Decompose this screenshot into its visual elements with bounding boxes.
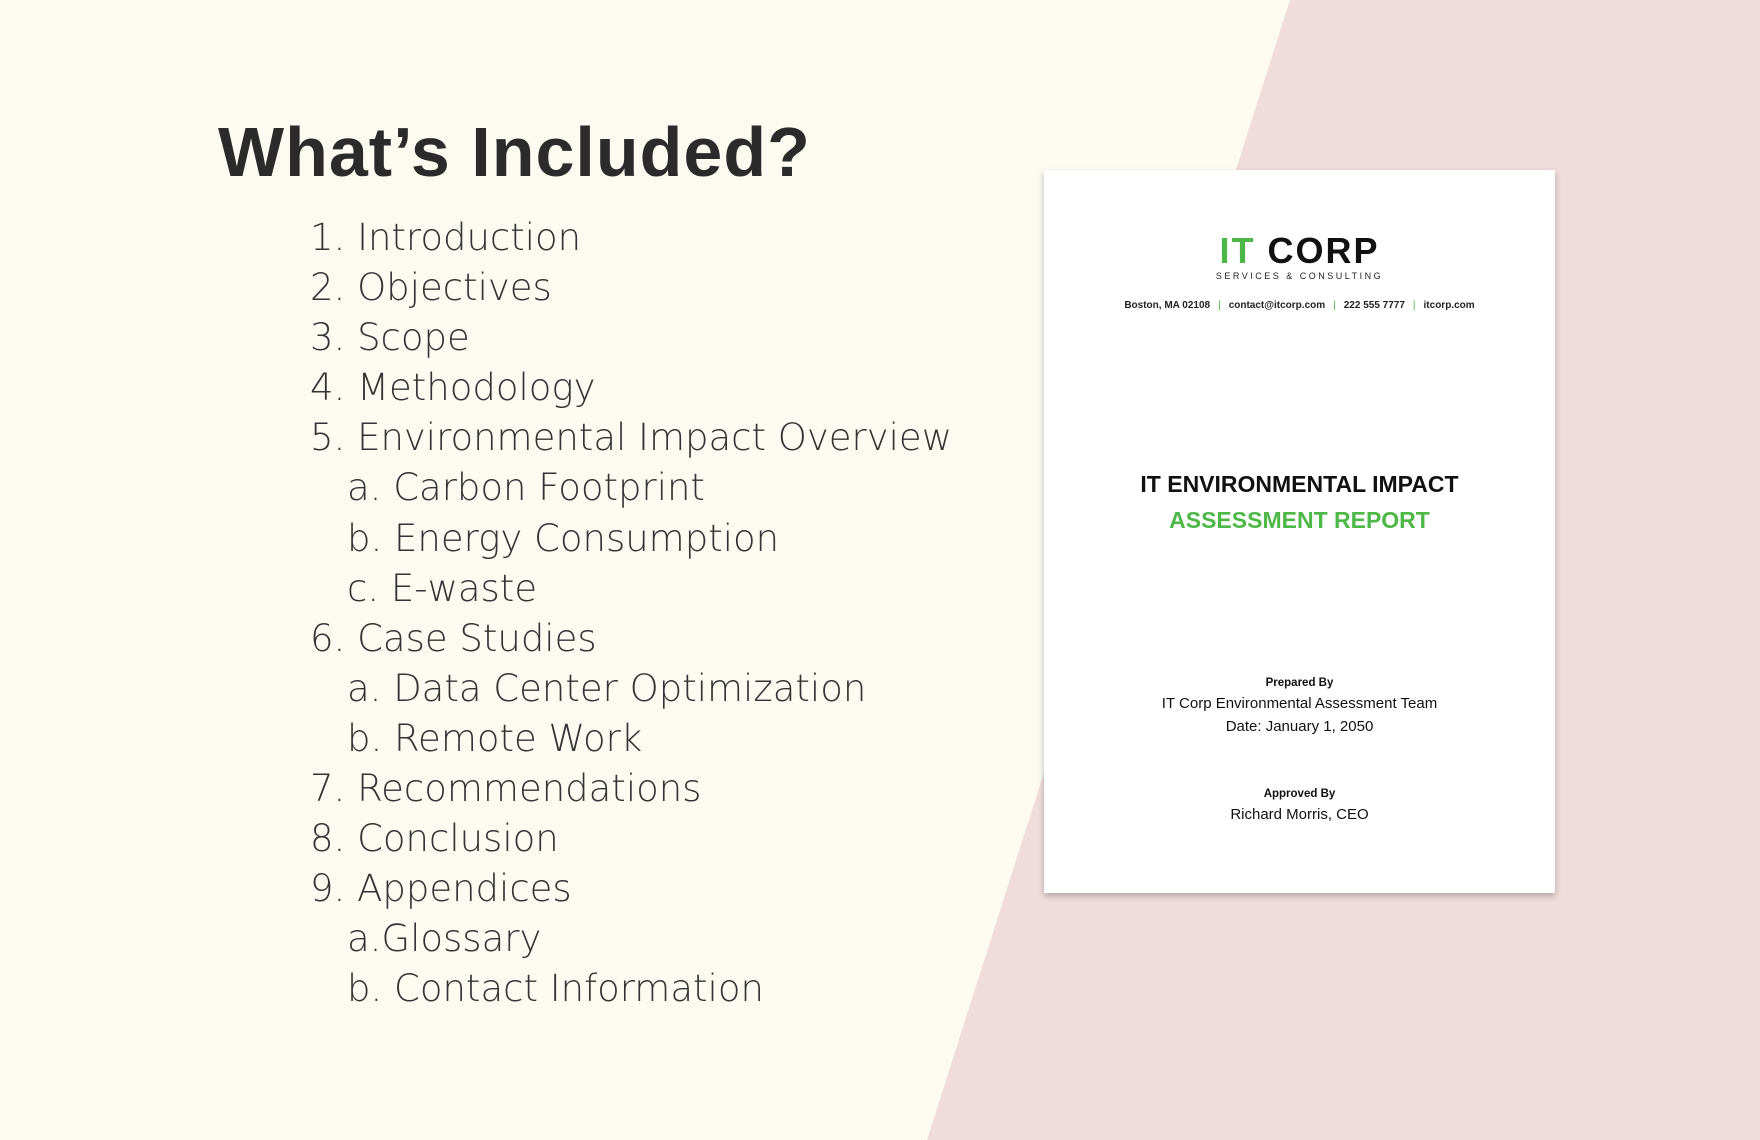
website: itcorp.com xyxy=(1423,300,1475,311)
logo-corp: CORP xyxy=(1267,230,1380,271)
toc-item: 2. Objectives xyxy=(310,266,552,310)
report-cover-preview xyxy=(1044,170,1555,893)
toc-item: c. E-waste xyxy=(347,566,538,610)
toc-item: 6. Case Studies xyxy=(310,616,597,660)
logo-tagline: SERVICES & CONSULTING xyxy=(1215,271,1384,281)
prepared-section xyxy=(1044,674,1555,738)
report-title-line1: IT ENVIRONMENTAL IMPACT xyxy=(1140,471,1459,497)
toc-item: 5. Environmental Impact Overview xyxy=(310,416,952,460)
toc-item: 8. Conclusion xyxy=(310,817,559,861)
email: contact@itcorp.com xyxy=(1228,300,1326,311)
toc-item: 9. Appendices xyxy=(310,867,572,911)
toc-item: 1. Introduction xyxy=(310,216,582,259)
phone: 222 555 7777 xyxy=(1343,300,1405,311)
logo-it: IT xyxy=(1219,230,1256,271)
itcorp-logo xyxy=(1044,230,1555,281)
prepared-by: IT Corp Environmental Assessment Team xyxy=(1161,695,1438,712)
contact-line: Boston, MA 02108 | contact@itcorp.com | 222 555 7777 | itcorp.com xyxy=(1124,300,1475,311)
prepared-label: Prepared By xyxy=(1265,677,1334,689)
approved-by: Richard Morris, CEO xyxy=(1230,806,1369,823)
report-date: Date: January 1, 2050 xyxy=(1225,718,1374,735)
report-title xyxy=(1044,466,1555,538)
toc-item: a.Glossary xyxy=(347,917,542,961)
approved-label: Approved By xyxy=(1263,788,1336,800)
report-title-line2: ASSESSMENT REPORT xyxy=(1169,507,1430,533)
toc-item: b. Energy Consumption xyxy=(347,516,780,560)
toc-item: b. Remote Work xyxy=(347,716,643,760)
toc-item: a. Data Center Optimization xyxy=(347,666,867,710)
toc-item: 4. Methodology xyxy=(310,366,596,410)
approved-section xyxy=(1044,785,1555,826)
contents-list xyxy=(310,213,952,1015)
page-title: What’s Included? xyxy=(218,113,811,191)
toc-item: b. Contact Information xyxy=(347,967,764,1011)
address: Boston, MA 02108 xyxy=(1124,300,1211,311)
toc-item: a. Carbon Footprint xyxy=(347,466,705,510)
toc-item: 7. Recommendations xyxy=(310,767,702,811)
toc-item: 3. Scope xyxy=(310,316,470,360)
